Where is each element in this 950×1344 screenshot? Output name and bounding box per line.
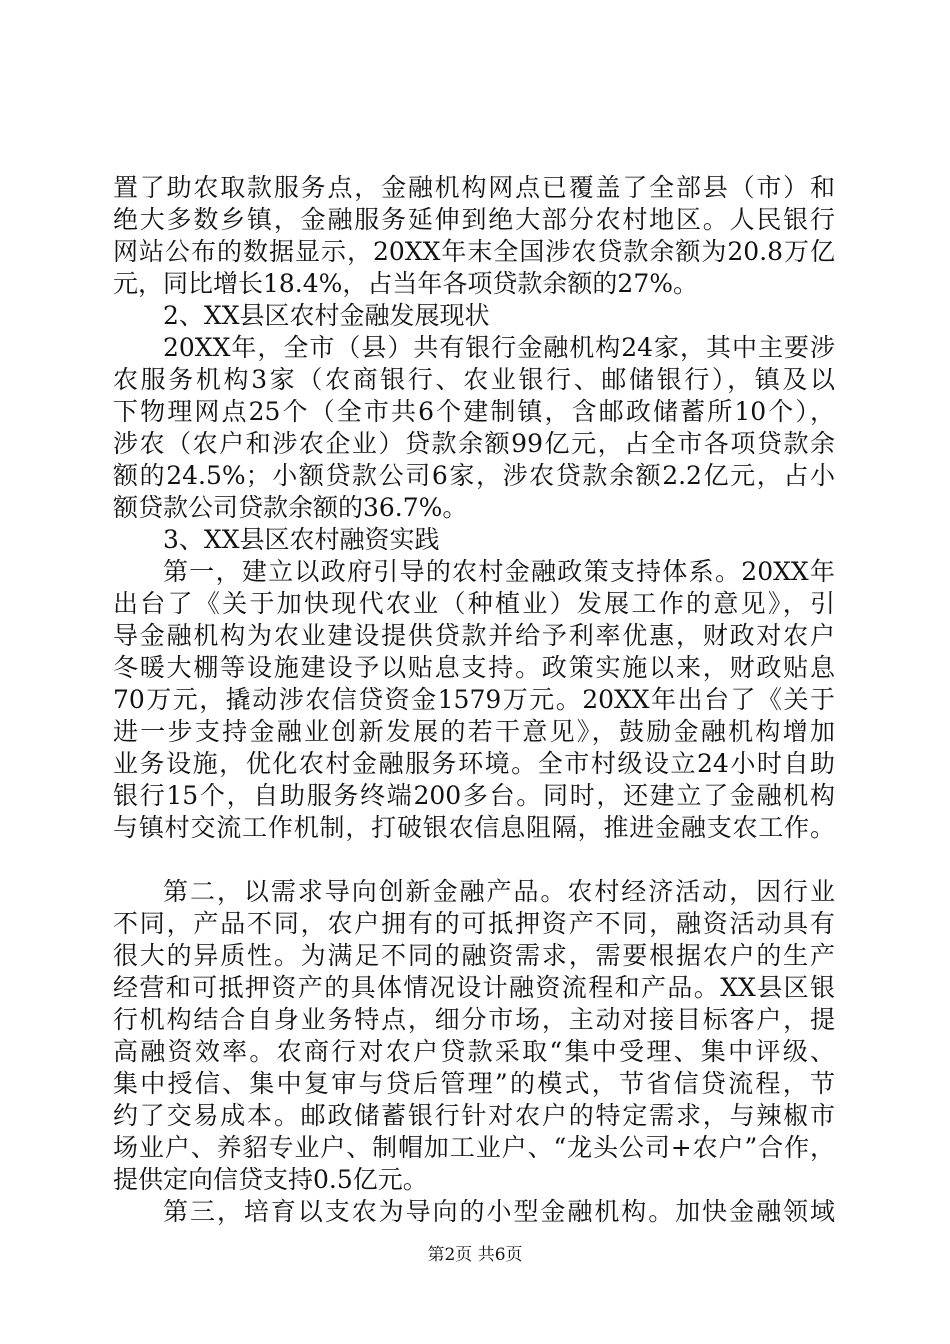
section-heading: 3、XX县区农村融资实践	[163, 525, 440, 554]
text-line: 银行15个，自助服务终端200多台。同时，还建立了金融机构	[113, 781, 835, 810]
text-line: 进一步支持金融业创新发展的若干意见》，鼓励金融机构增加	[113, 717, 835, 746]
text-line: 经营和可抵押资产的具体情况设计融资流程和产品。XX县区银	[113, 973, 835, 1002]
section-heading: 2、XX县区农村金融发展现状	[163, 301, 490, 330]
text-line: 高融资效率。农商行对农户贷款采取“集中受理、集中评级、	[113, 1037, 835, 1066]
text-line: 农服务机构3家（农商银行、农业银行、邮储银行），镇及以	[113, 365, 835, 394]
document-body	[113, 172, 835, 1228]
text-line: 第二，以需求导向创新金融产品。农村经济活动，因行业	[163, 877, 835, 906]
text-line: 额的24.5%；小额贷款公司6家，涉农贷款余额2.2亿元，占小	[113, 461, 835, 490]
text-line: 置了助农取款服务点，金融机构网点已覆盖了全部县（市）和	[113, 173, 835, 202]
paragraph-gap	[113, 844, 835, 876]
text-line: 第三，培育以支农为导向的小型金融机构。加快金融领域	[163, 1197, 835, 1226]
text-line: 与镇村交流工作机制，打破银农信息阻隔，推进金融支农工作。	[113, 813, 835, 842]
text-line: 提供定向信贷支持0.5亿元。	[113, 1165, 428, 1194]
text-line: 集中授信、集中复审与贷后管理”的模式，节省信贷流程，节	[113, 1069, 835, 1098]
text-line: 出台了《关于加快现代农业（种植业）发展工作的意见》，引	[113, 589, 835, 618]
text-line: 元，同比增长18.4%，占当年各项贷款余额的27%。	[113, 269, 698, 298]
text-line: 很大的异质性。为满足不同的融资需求，需要根据农户的生产	[113, 941, 835, 970]
text-line: 业务设施，优化农村金融服务环境。全市村级设立24小时自助	[113, 749, 835, 778]
text-line: 20XX年，全市（县）共有银行金融机构24家，其中主要涉	[163, 333, 835, 362]
text-line: 第一，建立以政府引导的农村金融政策支持体系。20XX年	[163, 557, 835, 586]
text-line: 绝大多数乡镇，金融服务延伸到绝大部分农村地区。人民银行	[113, 205, 835, 234]
text-line: 不同，产品不同，农户拥有的可抵押资产不同，融资活动具有	[113, 909, 835, 938]
text-line: 下物理网点25个（全市共6个建制镇，含邮政储蓄所10个），	[113, 397, 835, 426]
text-line: 导金融机构为农业建设提供贷款并给予利率优惠，财政对农户	[113, 621, 835, 650]
text-line: 70万元，撬动涉农信贷资金1579万元。20XX年出台了《关于	[113, 685, 835, 714]
text-line: 约了交易成本。邮政储蓄银行针对农户的特定需求，与辣椒市	[113, 1101, 835, 1130]
text-line: 涉农（农户和涉农企业）贷款余额99亿元，占全市各项贷款余	[113, 429, 835, 458]
text-line: 场业户、养貂专业户、制帽加工业户、“龙头公司+农户”合作，	[113, 1133, 835, 1162]
text-line: 行机构结合自身业务特点，细分市场，主动对接目标客户，提	[113, 1005, 835, 1034]
text-line: 额贷款公司贷款余额的36.7%。	[113, 493, 468, 522]
text-line: 冬暖大棚等设施建设予以贴息支持。政策实施以来，财政贴息	[113, 653, 835, 682]
text-line: 网站公布的数据显示，20XX年末全国涉农贷款余额为20.8万亿	[113, 237, 835, 266]
page-footer: 第2页 共6页	[427, 1245, 523, 1265]
